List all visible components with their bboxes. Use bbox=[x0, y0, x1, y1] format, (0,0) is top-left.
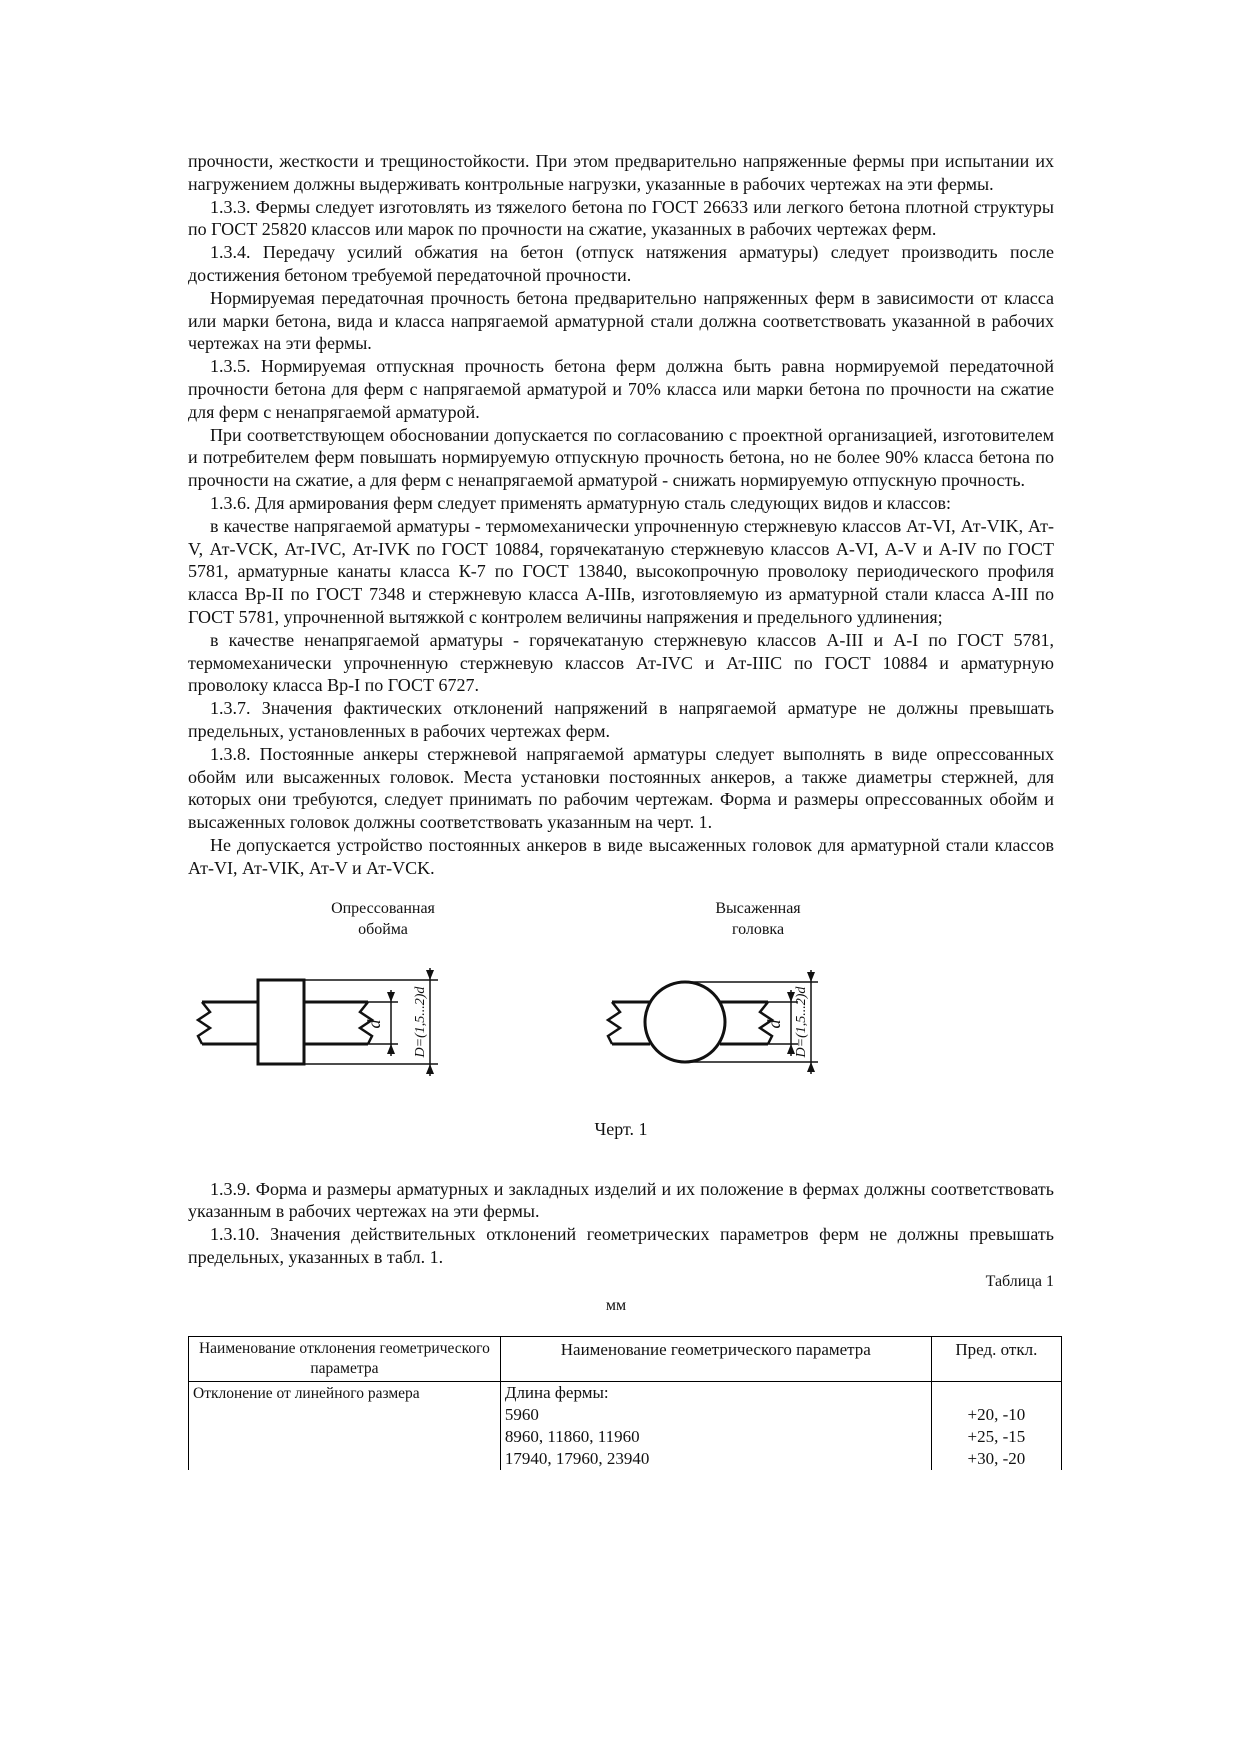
dim-label-D: D=(1,5...2)d bbox=[413, 986, 428, 1057]
dim-label-d: d bbox=[764, 1019, 784, 1028]
caption-line: головка bbox=[731, 920, 785, 938]
dim-label-d: d bbox=[364, 1019, 384, 1028]
document-page bbox=[188, 150, 1054, 1470]
tolerance-cell bbox=[931, 1382, 1061, 1405]
caption-line: Опрессованная bbox=[331, 899, 435, 917]
drawing-1 bbox=[188, 898, 1054, 1160]
paragraph-1-3-10: 1.3.10. Значения действительных отклонений геометрических параметров ферм не должны превышать предельных, указанных в табл. 1. bbox=[188, 1224, 1054, 1267]
caption-line: обойма bbox=[358, 920, 408, 938]
paragraph: прочности, жесткости и трещиностойкости. При этом предварительно напряженные фермы при испытании их нагружением должны выдерживать контрольные нагрузки, указанные в рабочих чертежах на эти фермы. bbox=[188, 151, 1054, 194]
paragraph: Нормируемая передаточная прочность бетона предварительно напряженных ферм в зависимости от класса или марки бетона, вида и класса напрягаемой арматурной стали должна соответствовать указанной в рабочих чертежах на эти фермы. bbox=[188, 287, 1054, 354]
parameter-cell: 17940, 17960, 23940 bbox=[500, 1448, 931, 1470]
paragraph: Не допускается устройство постоянных анкеров в виде высаженных головок для арматурной стали классов Ат-VI, Ат-VIK, Ат-V и Ат-VCK. bbox=[188, 834, 1054, 878]
parameter-group-cell: Длина фермы: bbox=[500, 1382, 931, 1405]
paragraph-1-3-8: 1.3.8. Постоянные анкеры стержневой напрягаемой арматуры следует выполнять в виде опрессованных обойм или высаженных головок. Места установки постоянных анкеров, а также диаметры стержней, для которых они требуются, следует принимать по рабочим чертежам. Форма и размеры опрессованных обойм и высаженных головок должны соответствовать указанным на черт. 1. bbox=[188, 743, 1054, 833]
paragraph-1-3-6: 1.3.6. Для армирования ферм следует применять арматурную сталь следующих видов и классов: bbox=[210, 492, 952, 513]
header-tolerance: Пред. откл. bbox=[931, 1337, 1061, 1382]
tolerance-cell: +30, -20 bbox=[931, 1448, 1061, 1470]
pressed-sleeve-drawing bbox=[198, 968, 438, 1076]
header-deviation-name: Наименование отклонения геометрического параметра bbox=[189, 1337, 501, 1382]
tolerance-table bbox=[188, 1336, 1062, 1470]
paragraph: в качестве ненапрягаемой арматуры - горячекатаную стержневую классов А-III и А-I по ГОСТ 5781, термомеханически упрочненную стержневую классов Ат-IVC и Ат-IIIC по ГОСТ 10884 и арматурную проволоку класса Вр-I по ГОСТ 6727. bbox=[188, 629, 1054, 696]
section-after-figure bbox=[188, 1178, 1054, 1269]
deviation-name-cell: Отклонение от линейного размера bbox=[189, 1382, 501, 1471]
figure-title: Черт. 1 bbox=[594, 1118, 648, 1139]
paragraph-1-3-4: 1.3.4. Передачу усилий обжатия на бетон (отпуск натяжения арматуры) следует производить после достижения бетоном требуемой передаточной прочности. bbox=[188, 242, 1054, 285]
paragraph-1-3-7: 1.3.7. Значения фактических отклонений напряжений в напрягаемой арматуре не должны превышать предельных, установленных в рабочих чертежах ферм. bbox=[188, 698, 1054, 741]
anchor-drawings bbox=[188, 898, 1054, 1118]
table-number: Таблица 1 bbox=[985, 1272, 1054, 1290]
paragraph: в качестве напрягаемой арматуры - термомеханически упрочненную стержневую классов Ат-VI, Ат-VIK, Ат-V, Ат-VCK, Ат-IVC, Ат-IVK по ГОСТ 10884, горячекатаную стержневую классов А-VI, А-V и А-IV по ГОСТ 5781, арматурные канаты класса К-7 по ГОСТ 13840, высокопрочную проволоку периодического профиля класса Вр-II по ГОСТ 7348 и стержневую класса А-IIIв, изготовляемую из арматурной стали класса А-III по ГОСТ 5781, упрочненной вытяжкой с контролем величины напряжения и предельного удлинения; bbox=[188, 515, 1054, 627]
parameter-cell: 5960 bbox=[500, 1404, 931, 1426]
table-header-row bbox=[189, 1337, 1062, 1382]
upset-head-drawing bbox=[608, 970, 818, 1074]
parameter-cell: 8960, 11860, 11960 bbox=[500, 1426, 931, 1448]
table-row bbox=[189, 1382, 1062, 1405]
tolerance-cell: +20, -10 bbox=[931, 1404, 1061, 1426]
table-unit: мм bbox=[605, 1297, 627, 1315]
tolerance-cell: +25, -15 bbox=[931, 1426, 1061, 1448]
paragraph-1-3-3: 1.3.3. Фермы следует изготовлять из тяжелого бетона по ГОСТ 26633 или легкого бетона плотной структуры по ГОСТ 25820 классов или марок по прочности на сжатие, указанных в рабочих чертежах ферм. bbox=[188, 196, 1054, 240]
caption-line: Высаженная bbox=[715, 899, 801, 917]
dim-label-D: D=(1,5...2)d bbox=[794, 986, 809, 1057]
header-parameter-name: Наименование геометрического параметра bbox=[500, 1337, 931, 1382]
paragraph-1-3-5: 1.3.5. Нормируемая отпускная прочность бетона ферм должна быть равна нормируемой передаточной прочности бетона для ферм с напрягаемой арматурой и 70% класса или марки бетона по прочности на сжатие для ферм с ненапрягаемой арматурой. bbox=[188, 356, 1054, 422]
paragraph: При соответствующем обосновании допускается по согласованию с проектной организацией, изготовителем и потребителем ферм повышать нормируемую отпускную прочность бетона, но не более 90% класса бетона по прочности на сжатие, а для ферм с ненапрягаемой арматурой - снижать нормируемую отпускную прочность. bbox=[188, 424, 1054, 491]
paragraph-1-3-9: 1.3.9. Форма и размеры арматурных и закладных изделий и их положение в фермах должны соответствовать указанным в рабочих чертежах на эти фермы. bbox=[188, 1178, 1054, 1222]
